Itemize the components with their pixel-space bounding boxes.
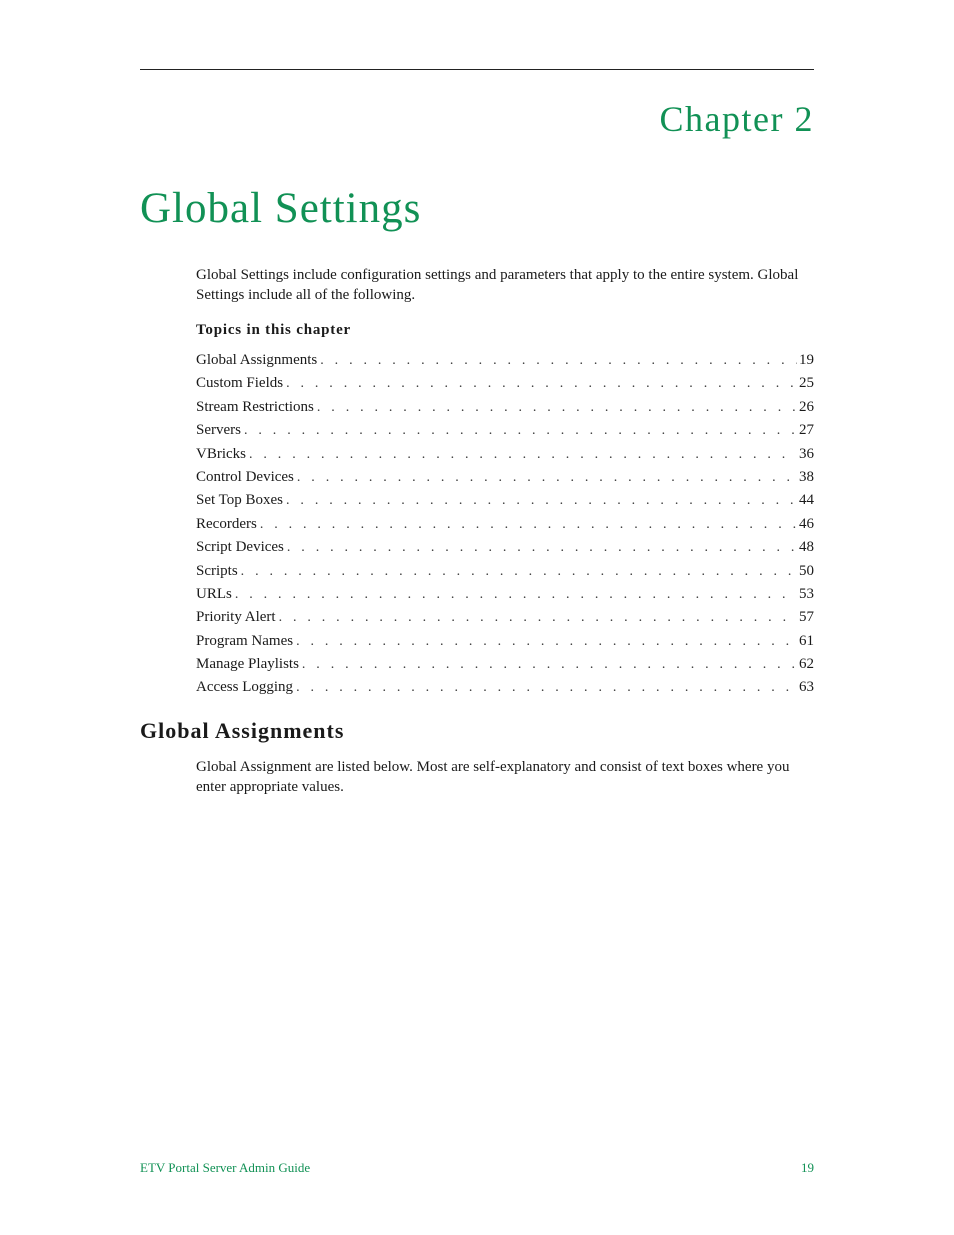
toc-entry-stream-restrictions[interactable] (196, 396, 814, 419)
toc-dot-leader (286, 372, 797, 395)
chapter-label: Chapter 2 (659, 99, 814, 139)
toc-entry-scripts[interactable] (196, 560, 814, 583)
section-body-paragraph: Global Assignment are listed below. Most are self-explanatory and consist of text boxes where you enter appropriate values. (196, 759, 790, 795)
toc-entry-set-top-boxes[interactable] (196, 489, 814, 512)
toc-entry-title[interactable]: Recorders (196, 515, 257, 532)
toc-entry-page[interactable]: 44 (799, 492, 814, 509)
toc-dot-leader (244, 419, 797, 442)
toc-dot-leader (296, 676, 797, 699)
toc-entry-title[interactable]: Script Devices (196, 539, 284, 556)
toc-entry-priority-alert[interactable] (196, 606, 814, 629)
toc-entry-page[interactable]: 62 (799, 656, 814, 673)
intro-paragraph: Global Settings include configuration settings and parameters that apply to the entire system. Global Settings include all of the following. (196, 267, 799, 303)
toc-entry-custom-fields[interactable] (196, 372, 814, 395)
toc-dot-leader (279, 606, 797, 629)
toc-entry-program-names[interactable] (196, 630, 814, 653)
header-rule (140, 69, 814, 70)
toc-entry-page[interactable]: 36 (799, 445, 814, 462)
toc-entry-title[interactable]: Custom Fields (196, 375, 284, 392)
toc-entry-page[interactable]: 19 (799, 352, 814, 368)
toc-entry-title[interactable]: Access Logging (196, 679, 294, 696)
toc-dot-leader (287, 536, 797, 559)
toc-entry-urls[interactable] (196, 583, 814, 606)
toc-entry-global-assignments[interactable] (196, 349, 814, 372)
toc-entry-title[interactable]: VBricks (196, 445, 246, 462)
toc-entry-control-devices[interactable] (196, 466, 814, 489)
toc-entry-page[interactable]: 63 (799, 679, 814, 696)
toc-entry-title[interactable]: Manage Playlists (196, 656, 299, 673)
toc-dot-leader (249, 443, 797, 466)
toc-entry-title[interactable]: URLs (196, 585, 232, 602)
table-of-contents (196, 349, 814, 700)
toc-entry-page[interactable]: 57 (799, 609, 814, 626)
toc-entry-page[interactable]: 48 (799, 539, 814, 556)
toc-entry-page[interactable]: 38 (799, 468, 814, 485)
topics-heading: Topics in this chapter (196, 322, 351, 338)
toc-dot-leader (286, 489, 797, 512)
toc-entry-title[interactable]: Set Top Boxes (196, 492, 284, 509)
toc-entry-vbricks[interactable] (196, 443, 814, 466)
toc-entry-page[interactable]: 50 (799, 562, 814, 579)
toc-entry-title[interactable]: Scripts (196, 562, 238, 579)
toc-dot-leader (302, 653, 797, 676)
toc-entry-page[interactable]: 61 (799, 632, 814, 649)
toc-dot-leader (235, 583, 797, 606)
toc-entry-page[interactable]: 25 (799, 375, 814, 392)
toc-dot-leader (297, 466, 797, 489)
toc-entry-title[interactable]: Servers (196, 422, 241, 439)
toc-entry-title[interactable]: Stream Restrictions (196, 398, 314, 415)
toc-entry-manage-playlists[interactable] (196, 653, 814, 676)
toc-dot-leader (260, 513, 797, 536)
toc-entry-servers[interactable] (196, 419, 814, 442)
toc-dot-leader (320, 349, 797, 372)
toc-entry-recorders[interactable] (196, 513, 814, 536)
toc-entry-page[interactable]: 27 (799, 422, 814, 439)
toc-entry-title[interactable]: Global Assignments (196, 352, 318, 368)
toc-entry-page[interactable]: 26 (799, 398, 814, 415)
page-title: Global Settings (140, 185, 422, 232)
section-heading: Global Assignments (140, 718, 345, 743)
toc-entry-title[interactable]: Priority Alert (196, 609, 276, 626)
toc-dot-leader (241, 560, 797, 583)
toc-entry-page[interactable]: 46 (799, 515, 814, 532)
footer-page-number: 19 (801, 1160, 814, 1175)
toc-dot-leader (317, 396, 797, 419)
toc-entry-script-devices[interactable] (196, 536, 814, 559)
footer-guide-title: ETV Portal Server Admin Guide (140, 1160, 311, 1175)
toc-dot-leader (296, 630, 797, 653)
toc-entry-title[interactable]: Program Names (196, 632, 294, 649)
toc-entry-title[interactable]: Control Devices (196, 468, 294, 485)
toc-entry-access-logging[interactable] (196, 676, 814, 699)
toc-entry-page[interactable]: 53 (799, 585, 814, 602)
